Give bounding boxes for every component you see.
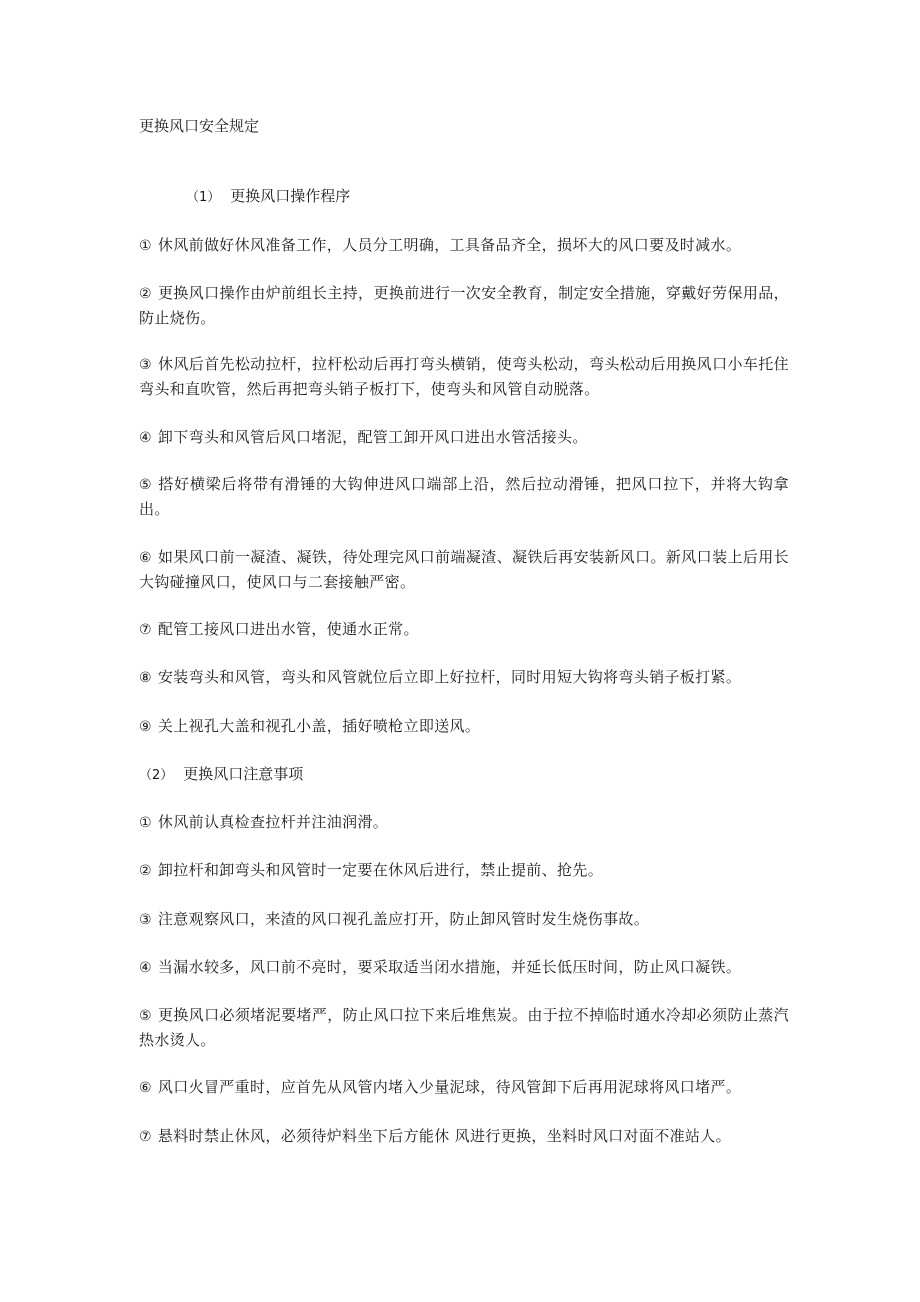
item-text: 配管工接风口进出水管，使通水正常。	[157, 620, 419, 638]
item-mark: ①	[139, 815, 152, 831]
item-text: 注意观察风口，来渣的风口视孔盖应打开，防止卸风管时发生烧伤事故。	[157, 910, 650, 928]
item-text: 休风前认真检查拉杆并注油润滑。	[157, 813, 389, 831]
paragraph-2-5	[139, 1003, 789, 1052]
item-text: 关上视孔大盖和视孔小盖，插好喷枪立即送风。	[157, 717, 481, 735]
item-text: 休风后首先松动拉杆，拉杆松动后再打弯头横销，使弯头松动，弯头松动后用换风口小车托住弯头和直吹管，然后再把弯头销子板打下，使弯头和风管自动脱落。	[139, 355, 789, 398]
paragraph-1-4	[139, 425, 789, 450]
item-mark: ④	[139, 430, 152, 446]
item-text: 悬料时禁止休风，必须待炉料坐下后方能休 风进行更换，坐料时风口对面不准站人。	[157, 1127, 731, 1145]
item-text: 风口火冒严重时，应首先从风管内堵入少量泥球，待风管卸下后再用泥球将风口堵严。	[157, 1078, 742, 1096]
item-mark: ④	[139, 960, 152, 976]
section-number-2: （2）	[139, 768, 174, 783]
item-text: 当漏水较多，风口前不亮时，要采取适当闭水措施，并延长低压时间，防止风口凝铁。	[157, 958, 742, 976]
paragraph-2-4	[139, 955, 789, 980]
item-mark: ⑤	[139, 1008, 152, 1024]
item-text: 安装弯头和风管，弯头和风管就位后立即上好拉杆，同时用短大钩将弯头销子板打紧。	[157, 668, 742, 686]
item-mark: ②	[139, 863, 152, 879]
paragraph-1-3	[139, 352, 789, 401]
paragraph-2-1	[139, 810, 789, 835]
item-text: 如果风口前一凝渣、凝铁，待处理完风口前端凝渣、凝铁后再安装新风口。新风口装上后用长大钩碰撞风口，使风口与二套接触严密。	[139, 548, 789, 591]
item-mark: ②	[139, 286, 152, 302]
item-text: 更换风口必须堵泥要堵严，防止风口拉下来后堆焦炭。由于拉不掉临时通水冷却必须防止蒸汽热水烫人。	[139, 1006, 789, 1049]
paragraph-1-6	[139, 545, 789, 594]
paragraph-1-9	[139, 714, 789, 739]
item-text: 卸拉杆和卸弯头和风管时一定要在休风后进行，禁止提前、抢先。	[157, 861, 604, 879]
item-mark: ③	[139, 912, 152, 928]
section-heading-2	[139, 764, 303, 786]
document-title: 更换风口安全规定	[139, 117, 260, 135]
item-text: 搭好横梁后将带有滑锤的大钩伸进风口端部上沿，然后拉动滑锤，把风口拉下，并将大钩拿出。	[139, 475, 789, 518]
item-mark: ⑧	[139, 670, 152, 686]
item-text: 更换风口操作由炉前组长主持，更换前进行一次安全教育，制定安全措施，穿戴好劳保用品，防止烧伤。	[139, 284, 789, 327]
paragraph-1-7	[139, 617, 789, 642]
paragraph-1-2	[139, 281, 789, 330]
item-mark: ⑤	[139, 477, 153, 493]
paragraph-1-5	[139, 472, 789, 521]
section-number-1: （1）	[186, 190, 221, 205]
paragraph-1-8	[139, 665, 789, 690]
paragraph-1-1	[139, 233, 789, 258]
item-mark: ⑥	[139, 1080, 152, 1096]
section-heading-1	[186, 186, 350, 208]
item-mark: ⑨	[139, 719, 152, 735]
paragraph-2-3	[139, 907, 789, 932]
item-text: 卸下弯头和风管后风口堵泥，配管工卸开风口进出水管活接头。	[157, 428, 588, 446]
paragraph-2-2	[139, 858, 789, 883]
paragraph-2-7	[139, 1124, 789, 1149]
item-text: 休风前做好休风准备工作，人员分工明确，工具备品齐全，损坏大的风口要及时减水。	[157, 236, 742, 254]
paragraph-2-6	[139, 1075, 789, 1100]
item-mark: ⑦	[139, 1129, 152, 1145]
item-mark: ⑦	[139, 622, 152, 638]
section-title-1: 更换风口操作程序	[230, 187, 351, 205]
item-mark: ⑥	[139, 550, 152, 566]
item-mark: ③	[139, 357, 152, 373]
section-title-2: 更换风口注意事项	[183, 765, 304, 783]
item-mark: ①	[139, 238, 152, 254]
